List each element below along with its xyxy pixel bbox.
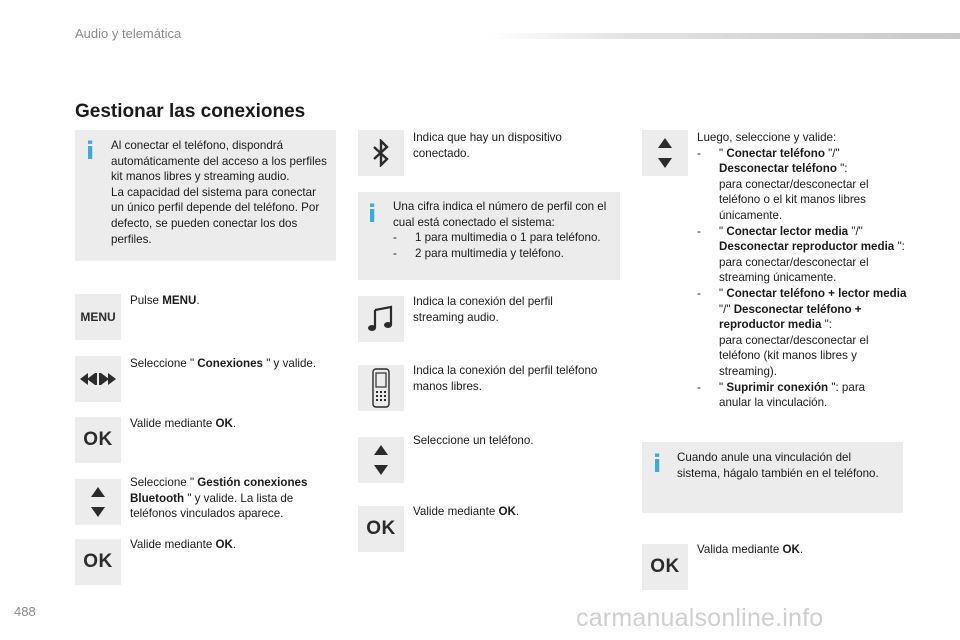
step-validate-ok: Valide mediante OK.	[130, 417, 237, 430]
option-item: - " Conectar teléfono + lector media "/" Desconectar teléfono + reproductor media ": para conectar/desconectar el teléfono (kit manos libres y streaming).	[697, 286, 907, 378]
up-down-arrows-icon	[75, 479, 121, 525]
bluetooth-indicator-text: Indica que hay un dispositivo conectado.	[413, 131, 562, 160]
up-down-arrows-icon	[642, 130, 688, 176]
info-box-unlink	[642, 442, 903, 513]
seek-arrows-icon	[75, 356, 121, 402]
step-select-conexiones: Seleccione " Conexiones " y valide.	[130, 357, 317, 370]
option-item: - " Conectar lector media "/" Desconectar reproductor media ": para conectar/desconectar el streaming únicamente.	[697, 224, 905, 285]
info-icon: i	[86, 137, 95, 165]
phone-icon	[358, 365, 404, 411]
select-phone-text: Seleccione un teléfono.	[413, 434, 534, 447]
page-title: Gestionar las conexiones	[75, 101, 306, 122]
step-pulse-menu: Pulse MENU.	[130, 294, 200, 307]
watermark: carmanualsonline.info	[576, 604, 824, 632]
ok-key-icon: OK	[642, 544, 688, 590]
info-box-profile-number	[358, 192, 620, 280]
info-box-profiles	[75, 130, 336, 261]
info-profile-item: - 2 para multimedia y teléfono.	[393, 246, 564, 260]
phone-profile-text: Indica la conexión del perfil teléfono manos libres.	[413, 364, 598, 393]
ok-key-icon: OK	[75, 539, 121, 585]
info-text-2: La capacidad del sistema para conectar un único perfil depende del teléfono. Por defecto, se pueden conectar los dos perfiles.	[111, 185, 320, 246]
step-validate-ok-3: Valide mediante OK.	[413, 505, 520, 518]
music-note-icon	[358, 296, 404, 342]
info-profile-item: - 1 para multimedia o 1 para teléfono.	[393, 231, 601, 245]
info-text-1: Al conectar el teléfono, dispondrá automáticamente del acceso a los perfiles kit manos libres y streaming audio.	[111, 139, 327, 184]
info-icon: i	[653, 450, 662, 478]
options-list	[697, 130, 907, 411]
bluetooth-icon	[358, 130, 404, 176]
step-valida-ok: Valida mediante OK.	[697, 543, 804, 556]
info-unlink-text: Cuando anule una vinculación del sistema, hágalo también en el teléfono.	[677, 451, 879, 480]
page-number: 488	[14, 604, 36, 619]
step-select-gestion: Seleccione " Gestión conexiones Bluetooth " y valide. La lista de teléfonos vinculados aparece.	[130, 476, 308, 521]
option-item: - " Suprimir conexión ": para anular la vinculación.	[697, 380, 866, 410]
header-bar	[488, 33, 960, 39]
ok-key-icon: OK	[358, 506, 404, 552]
info-profile-intro: Una cifra indica el número de perfil con el cual está conectado el sistema:	[393, 200, 607, 229]
options-intro: Luego, seleccione y valide:	[697, 131, 837, 144]
step-validate-ok-2: Valide mediante OK.	[130, 538, 237, 551]
option-item: - " Conectar teléfono "/" Desconectar teléfono ": para conectar/desconectar el teléfono o el kit manos libres únicamente.	[697, 146, 869, 222]
up-down-arrows-icon	[358, 437, 404, 483]
audio-profile-text: Indica la conexión del perfil streaming audio.	[413, 295, 553, 324]
section-header: Audio y telemática	[75, 26, 182, 41]
ok-key-icon: OK	[75, 417, 121, 463]
menu-key-icon: MENU	[75, 294, 121, 340]
info-icon: i	[368, 200, 377, 228]
